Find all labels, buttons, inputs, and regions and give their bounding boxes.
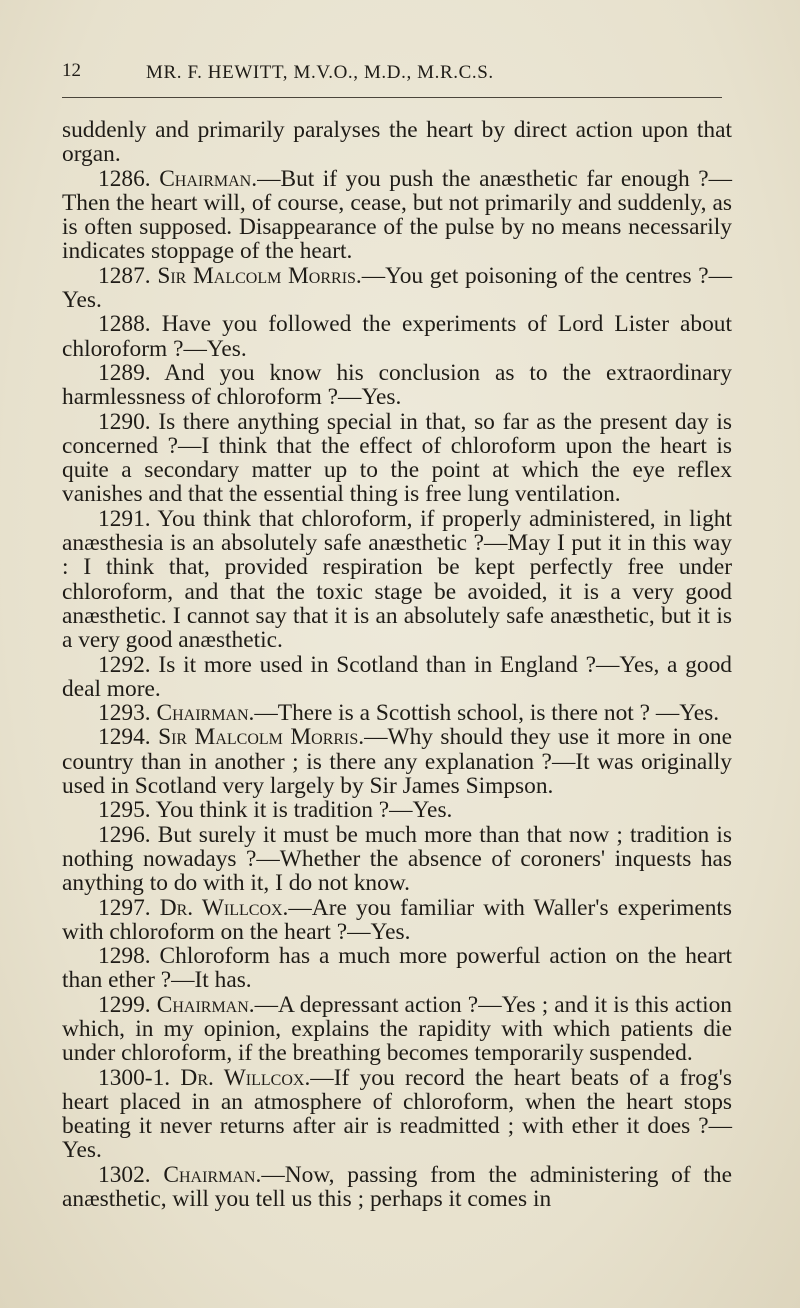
speaker-name: Dr. Willcox. [180, 1064, 311, 1091]
paragraph [62, 167, 732, 264]
paragraph-number: 1297. [98, 894, 151, 921]
paragraph-text: —But if you push the anæsthetic far enough ?—Then the heart will, of course, cease, but not primarily and suddenly, as is often supposed. Disappearance of the pulse by no means necessarily indicates stoppage of the heart. [62, 165, 732, 265]
paragraph-number: 1299. [98, 991, 151, 1018]
paragraph [62, 264, 732, 313]
running-head: MR. F. HEWITT, M.V.O., M.D., M.R.C.S. [146, 62, 494, 83]
paragraph [62, 410, 732, 507]
paragraph [62, 1066, 732, 1163]
paragraph-number: 1293. [98, 700, 151, 727]
paragraph [62, 701, 732, 725]
paragraph-number: 1287. [98, 262, 151, 289]
page-number: 12 [62, 60, 81, 81]
paragraph-text: —There is a Scottish school, is there not ? —Yes. [254, 700, 720, 727]
paragraph-text: Have you followed the experiments of Lord Lister about chloroform ?—Yes. [62, 311, 732, 362]
paragraph [62, 653, 732, 702]
paragraph-text: You think that chloroform, if properly administered, in light anæsthesia is an absolutely safe anæsthetic ?—May I put it in this way : I think that, provided respiration be kept perfectly free under chloroform, and that the toxic stage be avoided, it is a very good anæsthetic. I cannot say that it is an absolutely safe anæsthetic, but it is a very good anæsthetic. [62, 505, 732, 654]
paragraph [62, 993, 732, 1066]
speaker-name: Chairman. [156, 991, 255, 1018]
paragraph-text: Is there anything special in that, so far as the present day is concerned ?—I think that the effect of chloroform upon the heart is quite a secondary matter up to the point at which the eye reflex vanishes and that the essential thing is free lung ventilation. [62, 408, 732, 508]
paragraph-text: —Are you familiar with Waller's experiments with chloroform on the heart ?—Yes. [62, 894, 732, 945]
paragraph-number: 1291. [98, 505, 151, 532]
paragraph-number: 1295. [98, 797, 151, 824]
paragraph-number: 1300-1. [98, 1064, 171, 1091]
paragraph-text: Chloroform has a much more powerful action on the heart than ether ?—It has. [62, 943, 732, 994]
paragraph-number: 1290. [98, 408, 151, 435]
paragraph-number: 1302. [98, 1161, 151, 1188]
paragraph-number: 1296. [98, 821, 151, 848]
paragraph [62, 944, 732, 993]
speaker-name: Chairman. [159, 165, 258, 192]
paragraph-text: Is it more used in Scotland than in England ?—Yes, a good deal more. [62, 651, 732, 702]
paragraph [62, 896, 732, 945]
paragraph [62, 118, 732, 167]
paragraph [62, 312, 732, 361]
speaker-name: Dr. Willcox. [159, 894, 289, 921]
paragraph-text: —If you record the heart beats of a frog's heart placed in an atmosphere of chloroform, when the heart stops beating it never returns after air is readmitted ; with ether it does ?—Yes. [62, 1064, 732, 1164]
paragraph-text: —You get poisoning of the centres ?—Yes. [62, 262, 732, 314]
speaker-name: Chairman. [163, 1161, 262, 1188]
header-rule [62, 97, 722, 98]
paragraph-number: 1286. [98, 165, 151, 192]
speaker-name: Chairman. [156, 700, 255, 727]
page-header [62, 60, 712, 96]
paragraph [62, 507, 732, 653]
speaker-name: Sir Malcolm Morris. [157, 262, 362, 289]
paragraph [62, 823, 732, 896]
paragraph [62, 725, 732, 798]
paragraph-text: suddenly and primarily paralyses the heart by direct action upon that organ. [62, 117, 732, 168]
paragraph-text: You think it is tradition ?—Yes. [155, 797, 453, 824]
paragraph [62, 798, 732, 822]
paragraph-number: 1289. [98, 359, 151, 386]
paragraph-text: —A depressant action ?—Yes ; and it is this action which, in my opinion, explains the rapidity with which patients die under chloroform, if the breathing becomes temporarily suspended. [62, 991, 732, 1067]
paragraph-text: —Now, passing from the administering of the anæsthetic, will you tell us this ; perhaps it comes in [62, 1161, 732, 1213]
paragraph-text: But surely it must be much more than that now ; tradition is nothing nowadays ?—Whether the absence of coroners' inquests has anything to do with it, I do not know. [62, 821, 732, 897]
speaker-name: Sir Malcolm Morris. [158, 724, 365, 751]
paragraph-number: 1292. [98, 651, 151, 678]
testimony-text [62, 118, 732, 1211]
paragraph [62, 361, 732, 410]
paragraph-number: 1294. [98, 724, 151, 751]
paragraph-number: 1298. [98, 943, 151, 970]
paragraph-text: —Why should they use it more in one country than in another ; is there any explanation ?—It was originally used in Scotland very largely by Sir James Simpson. [62, 724, 732, 800]
paragraph-number: 1288. [98, 311, 151, 338]
paragraph-text: And you know his conclusion as to the extraordinary harmlessness of chloroform ?—Yes. [62, 359, 732, 411]
paragraph [62, 1163, 732, 1212]
